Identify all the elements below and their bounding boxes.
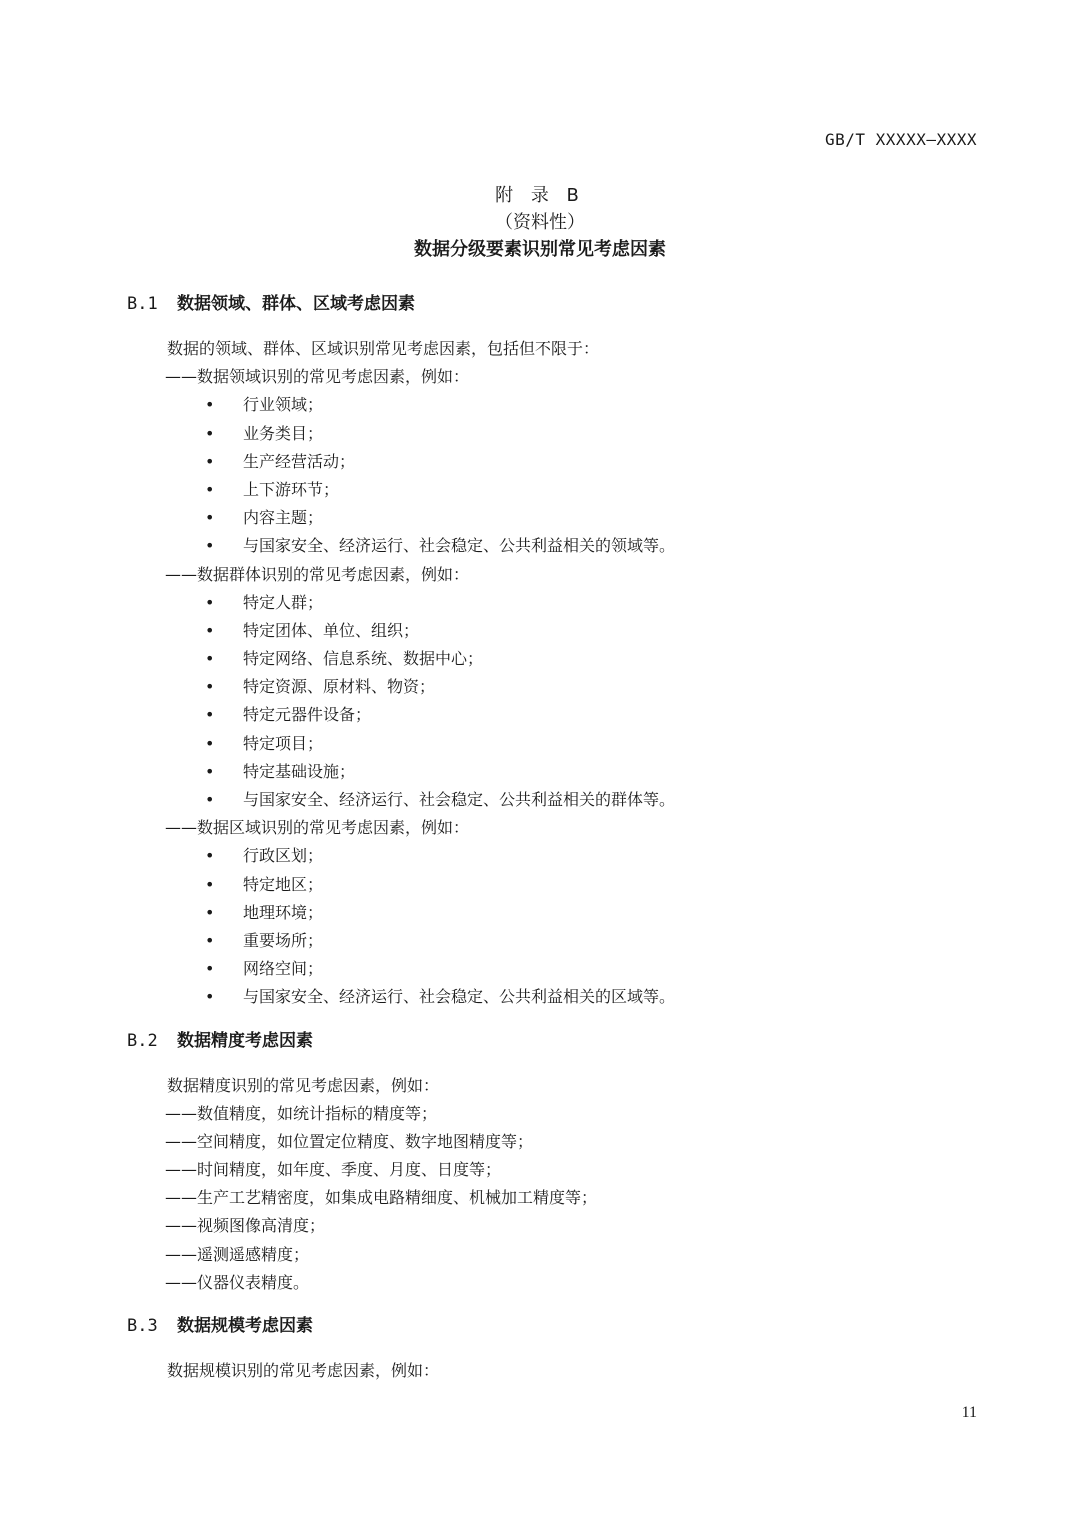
section-title: 数据领域、群体、区域考虑因素: [177, 294, 415, 314]
bullet-icon: •: [205, 959, 215, 979]
section-number: B.2: [127, 1030, 158, 1051]
list-item: • 特定团体、单位、组织；: [127, 617, 987, 645]
section-heading-b2: [127, 1026, 987, 1056]
bullet-icon: •: [205, 874, 215, 894]
list-item: • 特定人群；: [127, 589, 987, 617]
list-item: • 行业领域；: [127, 391, 987, 419]
appendix-body: [127, 289, 987, 1385]
list-item: • 重要场所；: [127, 927, 987, 955]
appendix-title: 附 录 B: [495, 185, 585, 206]
list-item: ——数值精度，如统计指标的精度等；: [165, 1103, 438, 1123]
domain-factor-list: [127, 391, 987, 560]
appendix-subject: 数据分级要素识别常见考虑因素: [414, 239, 666, 260]
bullet-icon: •: [205, 423, 215, 443]
list-item: • 行政区划；: [127, 842, 987, 870]
list-item: • 特定网络、信息系统、数据中心；: [127, 645, 987, 673]
bullet-icon: •: [205, 733, 215, 753]
list-item: ——视频图像高清度；: [165, 1216, 326, 1236]
bullet-icon: •: [205, 592, 215, 612]
bullet-icon: •: [205, 649, 215, 669]
section-title: 数据规模考虑因素: [177, 1316, 313, 1336]
section-title: 数据精度考虑因素: [177, 1030, 313, 1051]
section-intro: 数据的领域、群体、区域识别常见考虑因素，包括但不限于：: [167, 339, 600, 358]
list-item: • 特定项目；: [127, 730, 987, 758]
list-item: • 特定地区；: [127, 871, 987, 899]
section-heading-b3: [127, 1311, 987, 1341]
standard-code: GB/T XXXXX—XXXX: [825, 130, 977, 149]
section-number: B.3: [127, 1316, 158, 1336]
bullet-icon: •: [205, 395, 215, 415]
list-item: ——时间精度，如年度、季度、月度、日度等；: [165, 1160, 502, 1180]
list-item: • 特定元器件设备；: [127, 701, 987, 729]
bullet-icon: •: [205, 902, 215, 922]
list-item: • 内容主题；: [127, 504, 987, 532]
list-item: • 与国家安全、经济运行、社会稳定、公共利益相关的领域等。: [127, 532, 987, 560]
bullet-icon: •: [205, 479, 215, 499]
list-item: • 特定基础设施；: [127, 758, 987, 786]
list-item: ——空间精度，如位置定位精度、数字地图精度等；: [165, 1131, 534, 1151]
section-intro: 数据规模识别的常见考虑因素，例如：: [167, 1361, 440, 1380]
section-number: B.1: [127, 294, 158, 314]
section-heading-b1: [127, 289, 987, 319]
list-item: • 与国家安全、经济运行、社会稳定、公共利益相关的群体等。: [127, 786, 987, 814]
bullet-icon: •: [205, 508, 215, 528]
list-item: • 上下游环节；: [127, 476, 987, 504]
appendix-heading: [0, 182, 1080, 263]
bullet-icon: •: [205, 761, 215, 781]
precision-factor-list: [127, 1100, 987, 1297]
list-lead: ——数据区域识别的常见考虑因素，例如：: [165, 818, 470, 838]
list-item: ——生产工艺精密度，如集成电路精细度、机械加工精度等；: [165, 1188, 598, 1208]
list-item: • 特定资源、原材料、物资；: [127, 673, 987, 701]
bullet-icon: •: [205, 536, 215, 556]
list-lead: ——数据群体识别的常见考虑因素，例如：: [165, 564, 470, 584]
appendix-nature: （资料性）: [495, 212, 585, 233]
bullet-icon: •: [205, 705, 215, 725]
list-item: • 业务类目；: [127, 420, 987, 448]
region-factor-list: [127, 842, 987, 1011]
list-lead: ——数据领域识别的常见考虑因素，例如：: [165, 367, 470, 387]
group-factor-list: [127, 589, 987, 815]
bullet-icon: •: [205, 677, 215, 697]
bullet-icon: •: [205, 790, 215, 809]
list-item: • 地理环境；: [127, 899, 987, 927]
list-item: • 与国家安全、经济运行、社会稳定、公共利益相关的区域等。: [127, 983, 987, 1011]
page-number: 11: [961, 1404, 977, 1421]
bullet-icon: •: [205, 620, 215, 640]
list-item: • 生产经营活动；: [127, 448, 987, 476]
list-item: ——仪器仪表精度。: [165, 1272, 310, 1292]
bullet-icon: •: [205, 451, 215, 471]
bullet-icon: •: [205, 846, 215, 866]
list-item: • 网络空间；: [127, 955, 987, 983]
bullet-icon: •: [205, 987, 215, 1007]
list-item: ——遥测遥感精度；: [165, 1244, 310, 1264]
bullet-icon: •: [205, 930, 215, 950]
section-intro: 数据精度识别的常见考虑因素，例如：: [167, 1075, 440, 1095]
